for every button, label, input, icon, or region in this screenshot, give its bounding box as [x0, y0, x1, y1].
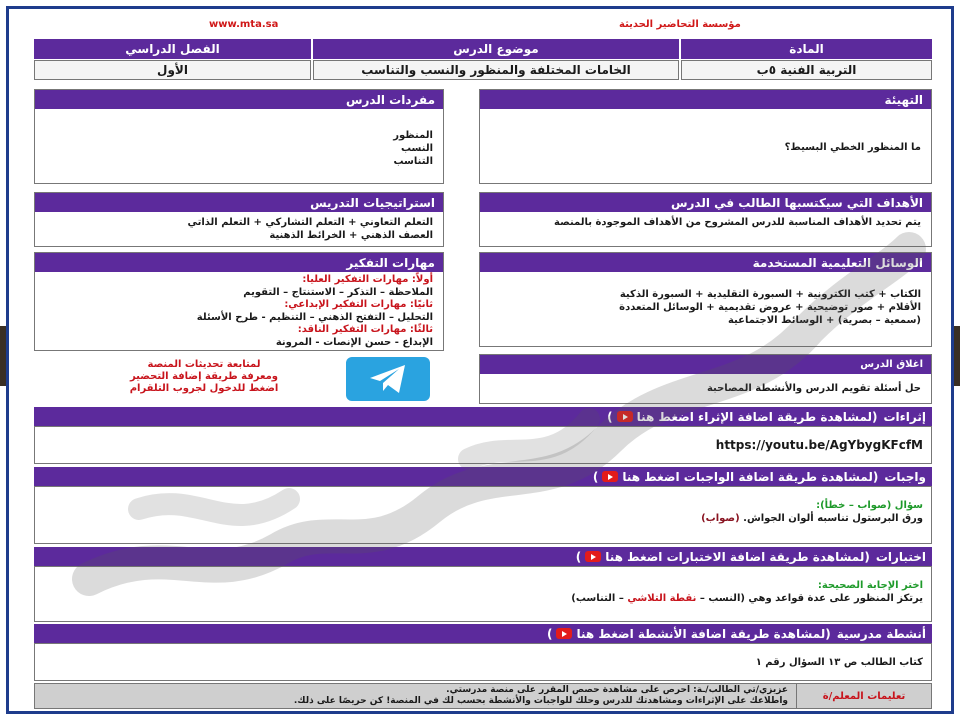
enrichment-header[interactable]	[34, 407, 932, 426]
youtube-icon[interactable]	[617, 411, 633, 422]
term-label: الفصل الدراسي	[34, 39, 311, 59]
homework-link-end: )	[592, 469, 599, 484]
telegram-icon	[368, 363, 408, 395]
tests-question	[43, 592, 923, 605]
strategies-title: استراتيجيات التدريس	[35, 193, 443, 212]
tests-body	[34, 566, 932, 622]
website-url[interactable]: www.mta.sa	[209, 19, 279, 30]
tests-header[interactable]	[34, 547, 932, 566]
telegram-line: لمتابعة تحديثات المنصة	[147, 359, 261, 370]
objectives-text: يتم تحديد الأهداف المناسبة للدرس المشروح من الأهداف الموجودة بالمنصة	[554, 217, 921, 228]
subject-label: المادة	[681, 39, 932, 59]
strategies-line: العصف الذهني + الخرائط الذهنية	[269, 230, 433, 241]
thinking-heading: أولاً: مهارات التفكير العليا:	[302, 274, 433, 285]
thinking-box	[34, 252, 444, 351]
org-name: مؤسسة التحاضير الحديثة	[619, 19, 741, 30]
closing-title: اغلاق الدرس	[480, 355, 931, 374]
tests-link-end: )	[575, 549, 582, 564]
thinking-text	[35, 272, 443, 353]
activities-link-end: )	[546, 626, 553, 641]
vocab-item: المنظور	[393, 130, 433, 141]
vocab-list	[35, 109, 443, 172]
youtube-icon[interactable]	[556, 628, 572, 639]
thinking-line: الإبداع - حسن الإنصات - المرونة	[275, 336, 433, 348]
telegram-promo-text[interactable]	[109, 359, 299, 395]
tests-question-text: يرتكز المنظور على عدة قواعد وهي (النسب –	[699, 593, 923, 604]
homework-body	[34, 486, 932, 544]
objectives-title: الأهداف التي سيكتسبها الطالب في الدرس	[480, 193, 931, 212]
term-value: الأول	[34, 60, 311, 80]
closing-text: حل أسئلة تقويم الدرس والأنشطة المصاحبة	[706, 383, 921, 394]
activities-header[interactable]	[34, 624, 932, 643]
tools-box	[479, 252, 932, 347]
tests-question-end: – التناسب)	[571, 593, 624, 604]
enrichment-body	[34, 426, 932, 464]
tests-answer: نقطة التلاشي	[627, 593, 697, 604]
homework-question-type: سؤال (صواب – خطأ):	[816, 500, 923, 511]
vocab-item: النسب	[400, 143, 433, 154]
subject-value: التربية الفنية ٥ب	[681, 60, 932, 80]
teacher-notes-label: تعليمات المعلم/ة	[796, 684, 931, 708]
warmup-title: التهيئة	[480, 90, 931, 109]
tests-link[interactable]: (لمشاهدة طريقة اضافة الاختبارات اضغط هنا	[605, 549, 870, 564]
tests-question-type: اختر الإجابة الصحيحة:	[817, 580, 923, 591]
homework-label: واجبات	[884, 469, 926, 484]
homework-link[interactable]: (لمشاهدة طريقة اضافة الواجبات اضغط هنا	[622, 469, 879, 484]
teacher-notes-line: واطلاعك على الإثراءات ومشاهدتك للدرس وحلك للواجبات والأنشطة بحسب لك في المنصة! كن حريصًا على ذلك.	[293, 696, 788, 706]
vocab-title: مفردات الدرس	[35, 90, 443, 109]
teacher-notes-line: عزيزي/تي الطالب/ـة: احرص على مشاهدة حصص المقرر على منصة مدرستي.	[446, 685, 788, 695]
telegram-line: ومعرفة طريقة إضافة التحضير	[129, 371, 279, 382]
topic-value: الخامات المختلفة والمنظور والنسب والتناسب	[313, 60, 679, 80]
enrichment-label: إثراءات	[883, 409, 926, 424]
vocab-item: التناسب	[393, 156, 433, 167]
thinking-line: الملاحظة – التذكر – الاستنتاج – التقويم	[243, 286, 433, 298]
activities-label: أنشطة مدرسية	[836, 626, 926, 641]
enrichment-url[interactable]: https://youtu.be/AgYbygKFcfM	[715, 438, 923, 452]
warmup-box	[479, 89, 932, 184]
strategies-text	[35, 212, 443, 246]
topic-label: موضوع الدرس	[313, 39, 679, 59]
tools-text	[480, 272, 931, 331]
thinking-title: مهارات التفكير	[35, 253, 443, 272]
tools-line: (سمعية – بصرية) + الوسائط الاجتماعية	[727, 315, 921, 326]
enrichment-link[interactable]: (لمشاهدة طريقة اضافة الإثراء اضغط هنا	[636, 409, 878, 424]
homework-question	[43, 512, 923, 525]
activities-body	[34, 643, 932, 681]
lesson-plan-page	[6, 6, 954, 714]
warmup-text: ما المنظور الخطي البسيط؟	[784, 142, 921, 153]
youtube-icon[interactable]	[602, 471, 618, 482]
telegram-line: اضغط للدخول لجروب التلقرام	[129, 383, 279, 394]
strategies-line: التعلم التعاوني + التعلم التشاركي + التعلم الذاتي	[187, 217, 433, 228]
enrichment-link-end: )	[607, 409, 613, 424]
tools-line: الكتاب + كتب الكترونية + السبورة التقليدية + السبورة الذكية	[619, 289, 921, 300]
thinking-heading: ثالثًا: مهارات التفكير الناقد:	[297, 324, 433, 335]
teacher-notes-text	[35, 684, 796, 708]
tests-label: اختبارات	[875, 549, 926, 564]
thinking-line: التحليل – التفتح الذهني – التنظيم - طرح الأسئلة	[196, 311, 433, 323]
activities-link[interactable]: (لمشاهدة طريقة اضافة الأنشطة اضغط هنا	[576, 626, 831, 641]
homework-question-text: ورق البرستول تناسبه ألوان الجواش.	[743, 513, 923, 524]
telegram-button[interactable]	[346, 357, 430, 401]
homework-answer: (صواب)	[701, 513, 740, 524]
tools-line: الأقلام + صور توضيحية + عروض تقديمية + الوسائل المتعددة	[619, 302, 921, 313]
teacher-notes-row	[34, 683, 932, 709]
strategies-box	[34, 192, 444, 247]
youtube-icon[interactable]	[585, 551, 601, 562]
closing-box	[479, 354, 932, 404]
vocab-box	[34, 89, 444, 184]
tools-title: الوسائل التعليمية المستخدمة	[480, 253, 931, 272]
homework-header[interactable]	[34, 467, 932, 486]
thinking-heading: ثانيًا: مهارات التفكير الإبداعي:	[284, 299, 433, 310]
objectives-box	[479, 192, 932, 247]
activities-text: كتاب الطالب ص ١٣ السؤال رقم ١	[755, 657, 923, 668]
